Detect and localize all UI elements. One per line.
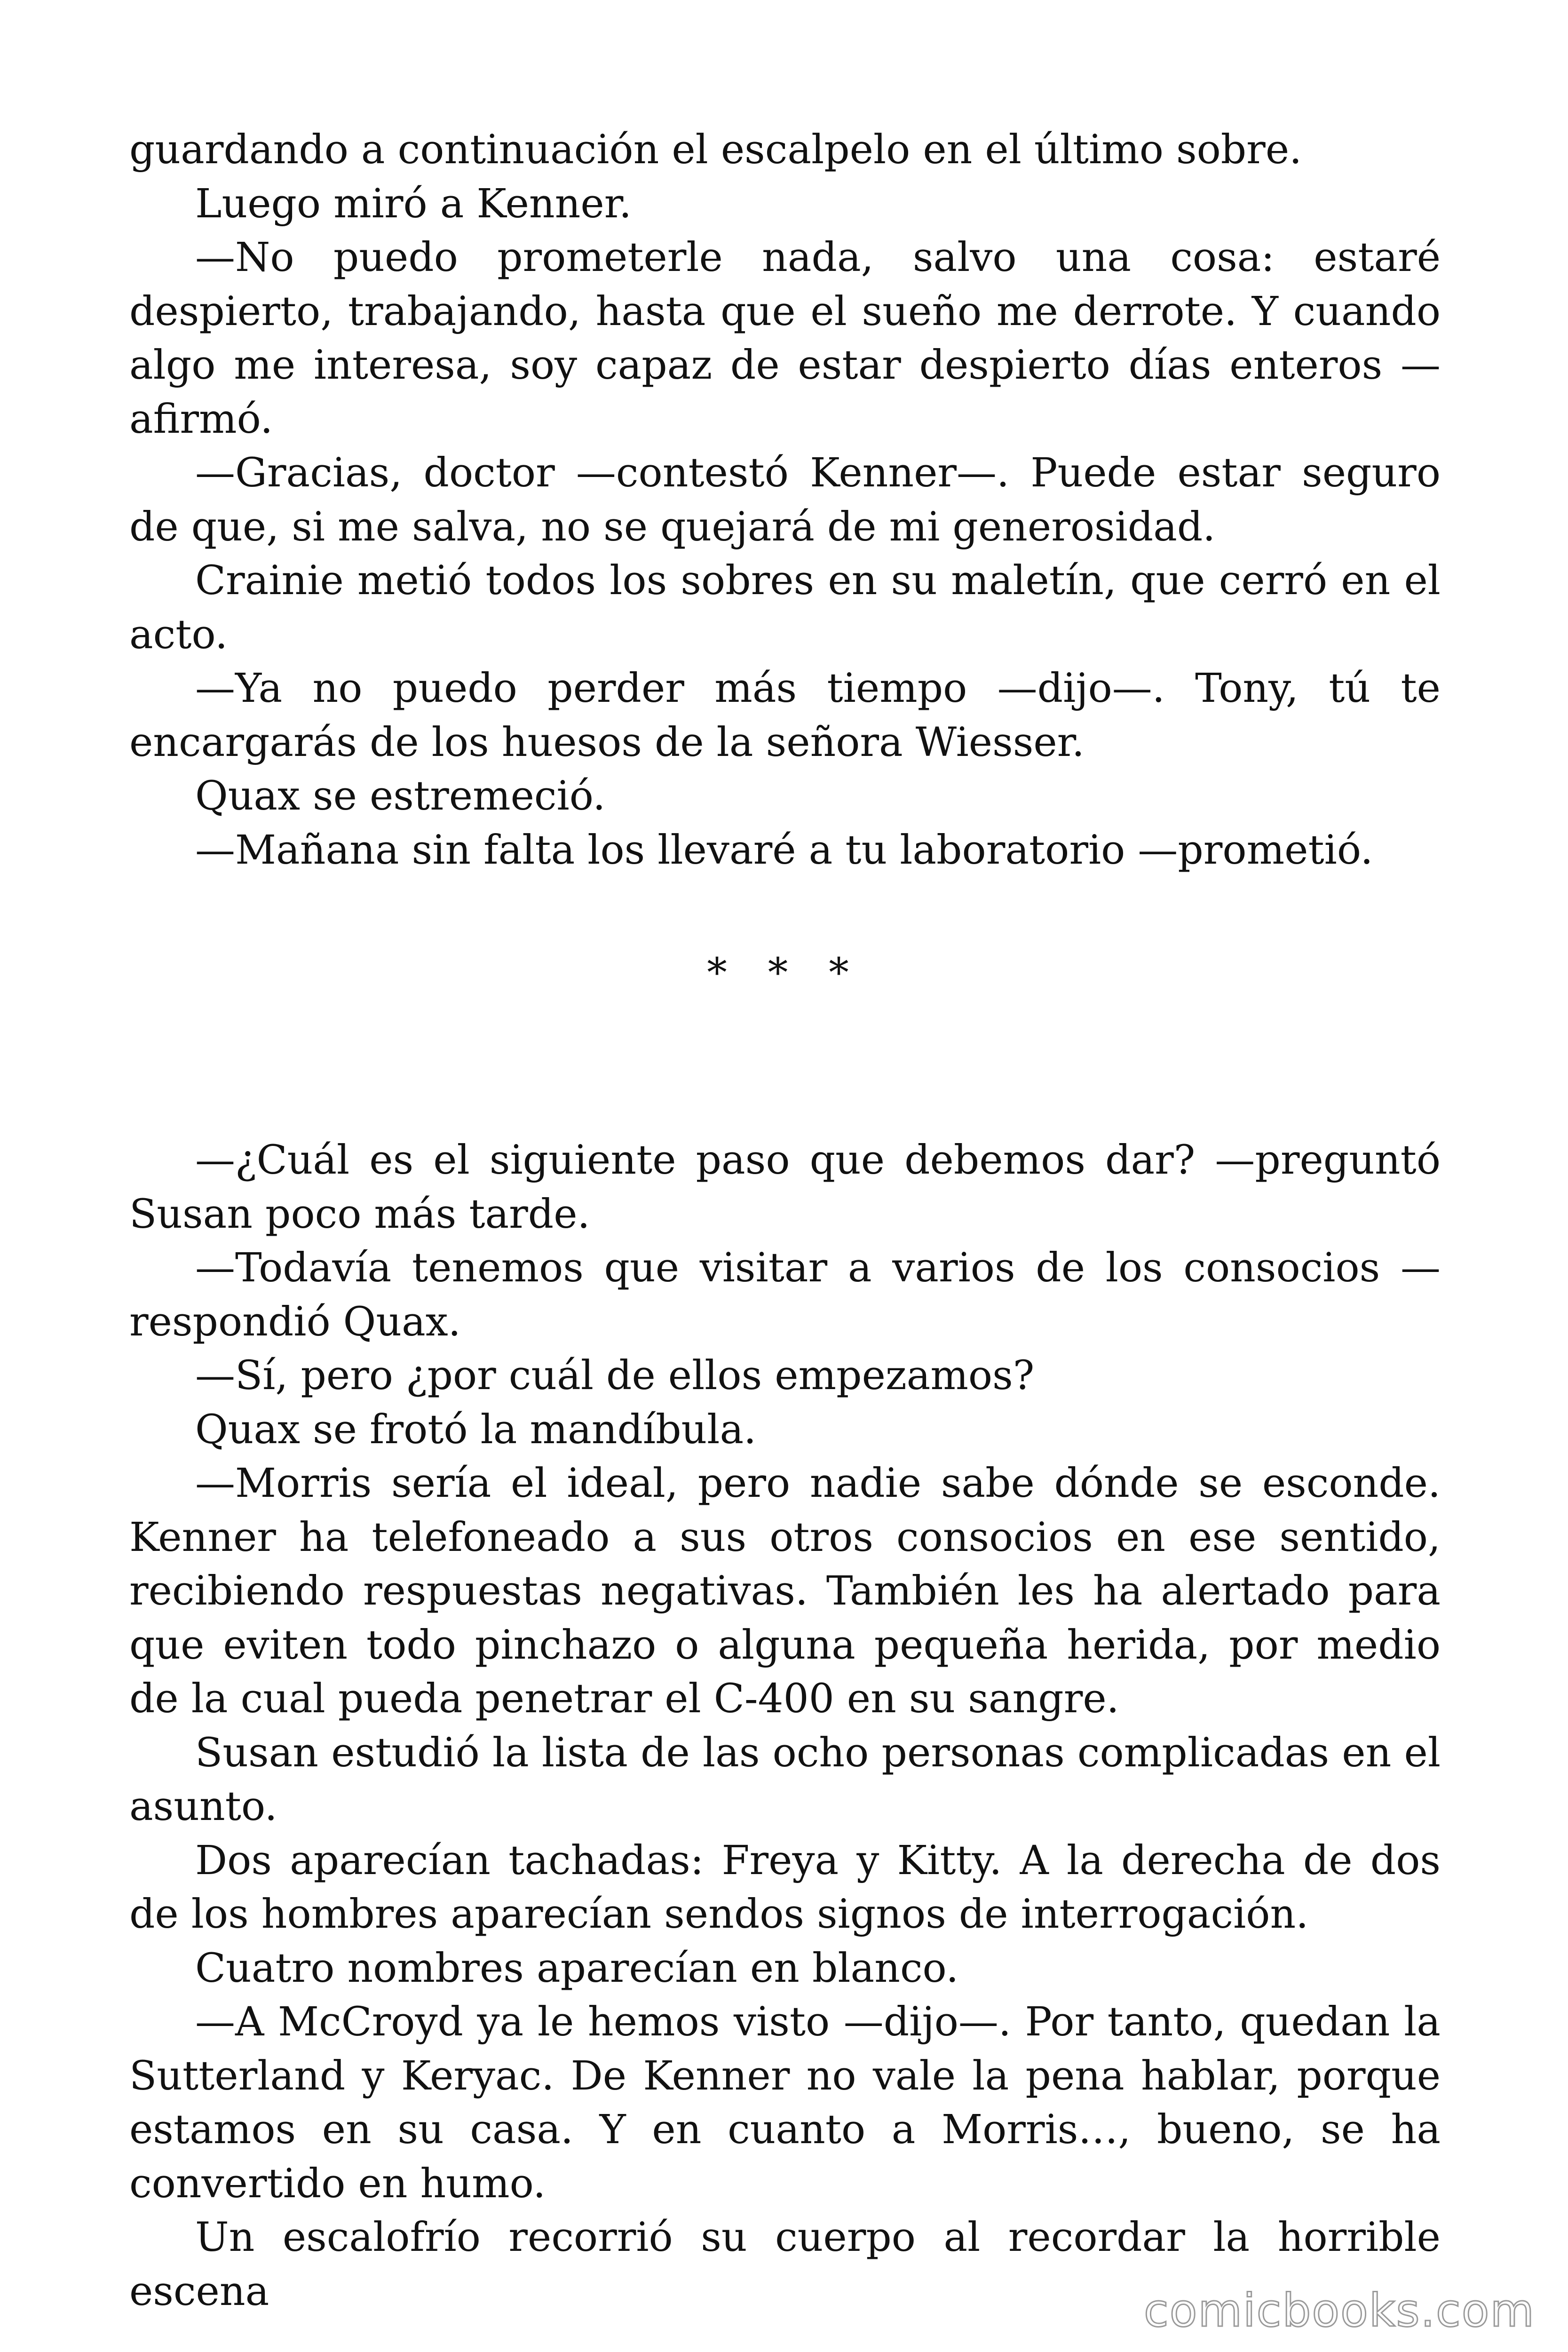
watermark: comicbooks.com [1143,2284,1535,2337]
paragraph: Luego miró a Kenner. [195,180,632,227]
paragraph: —Gracias, doctor —contestó Kenner—. Puede estar seguro de que, si me salva, no se quejará de mi generosidad. [129,450,1441,550]
paragraph: Cuatro nombres aparecían en blanco. [195,1945,959,1992]
scene-break-asterisks: * * * [707,950,863,996]
paragraph: Quax se frotó la mandíbula. [195,1406,757,1453]
paragraph: —¿Cuál es el siguiente paso que debemos dar? —preguntó Susan poco más tarde. [129,1137,1441,1238]
paragraph: —Ya no puedo perder más tiempo —dijo—. Tony, tú te encargarás de los huesos de la señora Wiesser. [129,665,1441,766]
paragraph: —Morris sería el ideal, pero nadie sabe dónde se esconde. Kenner ha telefoneado a sus otros consocios en ese sentido, recibiendo respuestas negativas. También les ha alertado para que eviten todo pinchazo o alguna pequeña herida, por medio de la cual pueda penetrar el C-400 en su sangre. [129,1460,1441,1722]
paragraph: —A McCroyd ya le hemos visto —dijo—. Por tanto, quedan la Sutterland y Keryac. De Kenner no vale la pena hablar, porque estamos en su casa. Y en cuanto a Morris…, bueno, se ha convertido en humo. [129,1999,1441,2207]
paragraph: —Sí, pero ¿por cuál de ellos empezamos? [195,1352,1035,1399]
paragraph: Susan estudió la lista de las ocho personas complicadas en el asunto. [129,1729,1441,1830]
paragraph: —Mañana sin falta los llevaré a tu laboratorio —prometió. [195,826,1373,874]
paragraph: —Todavía tenemos que visitar a varios de los consocios —respondió Quax. [129,1245,1441,1345]
paragraph: Crainie metió todos los sobres en su maletín, que cerró en el acto. [129,557,1441,658]
paragraph: Dos aparecían tachadas: Freya y Kitty. A la derecha de dos de los hombres aparecían sendos signos de interrogación. [129,1837,1441,1938]
paragraph: Un escalofrío recorrió su cuerpo al recordar la horrible escena [129,2214,1441,2315]
scene-break [129,877,1441,1134]
paragraph: —No puedo prometerle nada, salvo una cosa: estaré despierto, trabajando, hasta que el sueño me derrote. Y cuando algo me interesa, soy capaz de estar despierto días enteros —afirmó. [129,234,1441,443]
book-page [129,123,1441,2319]
paragraph: Quax se estremeció. [195,773,606,819]
paragraph: guardando a continuación el escalpelo en el último sobre. [129,127,1302,173]
